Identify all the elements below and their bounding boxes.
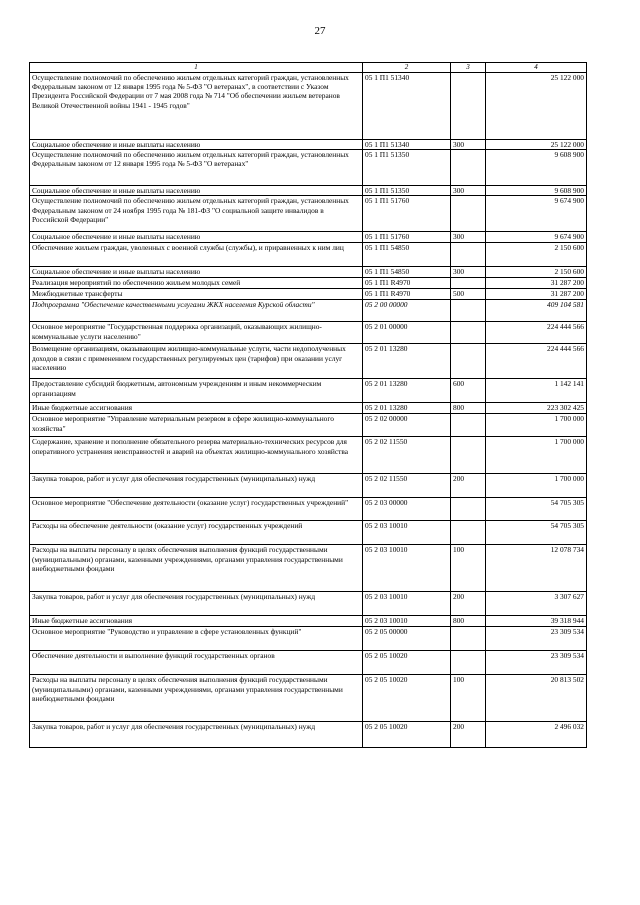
table-row <box>30 545 587 592</box>
row-sum-cell: 54 705 305 <box>486 521 587 545</box>
row-sum-cell: 224 444 566 <box>486 344 587 379</box>
table-row <box>30 232 587 243</box>
row-name-cell: Межбюджетные трансферты <box>30 289 363 300</box>
row-code-cell: 05 1 П1 R4970 <box>363 289 451 300</box>
row-name-cell: Социальное обеспечение и иные выплаты населению <box>30 186 363 196</box>
row-name-cell: Закупка товаров, работ и услуг для обеспечения государственных (муниципальных) нужд <box>30 474 363 498</box>
column-header: 3 <box>451 63 486 73</box>
row-code-cell: 05 2 03 10010 <box>363 592 451 616</box>
row-name-cell: Закупка товаров, работ и услуг для обеспечения государственных (муниципальных) нужд <box>30 722 363 748</box>
table-row <box>30 196 587 232</box>
row-name-cell: Расходы на выплаты персоналу в целях обеспечения выполнения функций государственными (муниципальными) органами, казенными учреждениями, органами управления государственными внебюджетными фондами <box>30 545 363 592</box>
row-name-cell: Основное мероприятие "Управление материальным резервом в сфере жилищно-коммунального хозяйства" <box>30 414 363 437</box>
row-code-cell: 05 1 П1 51340 <box>363 140 451 150</box>
row-code-cell: 05 2 01 13280 <box>363 403 451 414</box>
row-kvr-cell: 200 <box>451 592 486 616</box>
page-number: 27 <box>314 25 326 37</box>
table-body <box>30 73 587 748</box>
row-kvr-cell <box>451 414 486 437</box>
row-kvr-cell <box>451 627 486 651</box>
row-sum-cell: 2 496 032 <box>486 722 587 748</box>
row-name-cell: Социальное обеспечение и иные выплаты населению <box>30 267 363 278</box>
column-header: 1 <box>30 63 363 73</box>
row-sum-cell: 224 444 566 <box>486 322 587 344</box>
row-sum-cell: 9 674 900 <box>486 196 587 232</box>
table-row <box>30 150 587 186</box>
row-name-cell: Подпрограмма "Обеспечение качественными услугами ЖКХ населения Курской области" <box>30 300 363 322</box>
row-sum-cell: 25 122 000 <box>486 73 587 140</box>
row-sum-cell: 1 700 000 <box>486 414 587 437</box>
row-sum-cell: 54 705 305 <box>486 498 587 521</box>
row-code-cell: 05 1 П1 54850 <box>363 243 451 267</box>
row-kvr-cell: 200 <box>451 474 486 498</box>
row-kvr-cell <box>451 196 486 232</box>
row-name-cell: Основное мероприятие "Обеспечение деятельности (оказание услуг) государственных учреждений" <box>30 498 363 521</box>
budget-table <box>29 62 587 748</box>
row-code-cell: 05 1 П1 51760 <box>363 196 451 232</box>
table-row <box>30 278 587 289</box>
row-sum-cell: 31 287 200 <box>486 289 587 300</box>
row-code-cell: 05 2 05 10020 <box>363 651 451 675</box>
row-code-cell: 05 1 П1 54850 <box>363 267 451 278</box>
row-sum-cell: 1 700 000 <box>486 437 587 474</box>
row-name-cell: Возмещение организациям, оказывающим жилищно-коммунальные услуги, части недополученных доходов в связи с применением государственных регулируемых цен (тарифов) при оказании услуг населению <box>30 344 363 379</box>
row-sum-cell: 2 150 600 <box>486 243 587 267</box>
row-kvr-cell: 800 <box>451 616 486 627</box>
table-header-row <box>30 63 587 73</box>
row-sum-cell: 223 302 425 <box>486 403 587 414</box>
table-row <box>30 437 587 474</box>
row-sum-cell: 1 700 000 <box>486 474 587 498</box>
table-row <box>30 403 587 414</box>
table-row <box>30 474 587 498</box>
table-row <box>30 722 587 748</box>
row-kvr-cell: 100 <box>451 675 486 722</box>
row-sum-cell: 20 813 502 <box>486 675 587 722</box>
table-row <box>30 592 587 616</box>
row-code-cell: 05 2 05 10020 <box>363 722 451 748</box>
table-row <box>30 627 587 651</box>
row-kvr-cell: 300 <box>451 232 486 243</box>
row-name-cell: Обеспечение деятельности и выполнение функций государственных органов <box>30 651 363 675</box>
row-code-cell: 05 2 02 11550 <box>363 437 451 474</box>
row-sum-cell: 1 142 141 <box>486 379 587 403</box>
row-sum-cell: 9 608 900 <box>486 186 587 196</box>
row-name-cell: Реализация мероприятий по обеспечению жильем молодых семей <box>30 278 363 289</box>
row-kvr-cell <box>451 243 486 267</box>
row-sum-cell: 2 150 600 <box>486 267 587 278</box>
row-code-cell: 05 2 02 00000 <box>363 414 451 437</box>
table-row <box>30 140 587 150</box>
row-name-cell: Расходы на выплаты персоналу в целях обеспечения выполнения функций государственными (муниципальными) органами, казенными учреждениями, органами управления государственными внебюджетными фондами <box>30 675 363 722</box>
row-name-cell: Закупка товаров, работ и услуг для обеспечения государственных (муниципальных) нужд <box>30 592 363 616</box>
row-kvr-cell: 500 <box>451 289 486 300</box>
row-code-cell: 05 2 03 10010 <box>363 521 451 545</box>
row-sum-cell: 12 078 734 <box>486 545 587 592</box>
row-kvr-cell <box>451 521 486 545</box>
row-name-cell: Обеспечение жильем граждан, уволенных с военной службы (службы), и приравненных к ним лиц <box>30 243 363 267</box>
table-row <box>30 243 587 267</box>
row-code-cell: 05 2 03 00000 <box>363 498 451 521</box>
row-code-cell: 05 1 П1 R4970 <box>363 278 451 289</box>
table-row <box>30 73 587 140</box>
row-sum-cell: 3 307 627 <box>486 592 587 616</box>
table-row <box>30 675 587 722</box>
table-row <box>30 651 587 675</box>
column-header: 2 <box>363 63 451 73</box>
table-row <box>30 379 587 403</box>
table-row <box>30 322 587 344</box>
row-code-cell: 05 2 01 13280 <box>363 379 451 403</box>
row-code-cell: 05 2 00 00000 <box>363 300 451 322</box>
row-sum-cell: 23 309 534 <box>486 651 587 675</box>
table-row <box>30 498 587 521</box>
row-name-cell: Иные бюджетные ассигнования <box>30 403 363 414</box>
row-kvr-cell <box>451 344 486 379</box>
row-kvr-cell <box>451 322 486 344</box>
row-kvr-cell: 200 <box>451 722 486 748</box>
row-name-cell: Социальное обеспечение и иные выплаты населению <box>30 140 363 150</box>
row-kvr-cell: 100 <box>451 545 486 592</box>
row-kvr-cell: 800 <box>451 403 486 414</box>
row-name-cell: Социальное обеспечение и иные выплаты населению <box>30 232 363 243</box>
row-name-cell: Содержание, хранение и пополнение обязательного резерва материально-технических ресурсов для оперативного устранения неисправностей и аварий на объектах жилищно-коммунального хозяйства <box>30 437 363 474</box>
table-row <box>30 521 587 545</box>
table-row <box>30 289 587 300</box>
column-header: 4 <box>486 63 587 73</box>
row-name-cell: Расходы на обеспечение деятельности (оказание услуг) государственных учреждений <box>30 521 363 545</box>
row-code-cell: 05 2 03 10010 <box>363 616 451 627</box>
row-kvr-cell <box>451 651 486 675</box>
row-sum-cell: 9 674 900 <box>486 232 587 243</box>
table-row <box>30 267 587 278</box>
row-sum-cell: 39 318 944 <box>486 616 587 627</box>
row-name-cell: Осуществление полномочий по обеспечению жильем отдельных категорий граждан, установленных Федеральным законом от 12 января 1995 года № 5-ФЗ "О ветеранах", в соответствии с Указом Президента Российской Федерации от 7 мая 2008 года № 714 "Об обеспечении жильем ветеранов Великой Отечественной войны 1941 - 1945 годов" <box>30 73 363 140</box>
row-code-cell: 05 1 П1 51760 <box>363 232 451 243</box>
row-kvr-cell <box>451 73 486 140</box>
row-kvr-cell <box>451 150 486 186</box>
row-name-cell: Основное мероприятие "Государственная поддержка организаций, оказывающих жилищно-коммунальные услуги населению" <box>30 322 363 344</box>
row-sum-cell: 9 608 900 <box>486 150 587 186</box>
row-kvr-cell <box>451 498 486 521</box>
row-kvr-cell <box>451 278 486 289</box>
row-kvr-cell <box>451 300 486 322</box>
row-name-cell: Осуществление полномочий по обеспечению жильем отдельных категорий граждан, установленных Федеральным законом от 12 января 1995 года № 5-ФЗ "О ветеранах" <box>30 150 363 186</box>
row-code-cell: 05 1 П1 51350 <box>363 150 451 186</box>
row-code-cell: 05 1 П1 51350 <box>363 186 451 196</box>
row-kvr-cell: 300 <box>451 186 486 196</box>
row-sum-cell: 25 122 000 <box>486 140 587 150</box>
row-name-cell: Основное мероприятие "Руководство и управление в сфере установленных функций" <box>30 627 363 651</box>
row-kvr-cell <box>451 437 486 474</box>
row-code-cell: 05 2 01 00000 <box>363 322 451 344</box>
row-name-cell: Предоставление субсидий бюджетным, автономным учреждениям и иным некоммерческим организациям <box>30 379 363 403</box>
row-kvr-cell: 600 <box>451 379 486 403</box>
row-kvr-cell: 300 <box>451 140 486 150</box>
table-row <box>30 344 587 379</box>
row-sum-cell: 31 287 200 <box>486 278 587 289</box>
row-sum-cell: 409 104 581 <box>486 300 587 322</box>
row-code-cell: 05 2 02 11550 <box>363 474 451 498</box>
row-name-cell: Иные бюджетные ассигнования <box>30 616 363 627</box>
row-code-cell: 05 2 01 13280 <box>363 344 451 379</box>
row-kvr-cell: 300 <box>451 267 486 278</box>
row-code-cell: 05 2 05 00000 <box>363 627 451 651</box>
row-sum-cell: 23 309 534 <box>486 627 587 651</box>
table-row <box>30 616 587 627</box>
row-name-cell: Осуществление полномочий по обеспечению жильем отдельных категорий граждан, установленных Федеральным законом от 24 ноября 1995 года № 181-ФЗ "О социальной защите инвалидов в Российской Федерации" <box>30 196 363 232</box>
table-row <box>30 186 587 196</box>
row-code-cell: 05 2 03 10010 <box>363 545 451 592</box>
row-code-cell: 05 2 05 10020 <box>363 675 451 722</box>
row-code-cell: 05 1 П1 51340 <box>363 73 451 140</box>
table-row <box>30 414 587 437</box>
table-row <box>30 300 587 322</box>
